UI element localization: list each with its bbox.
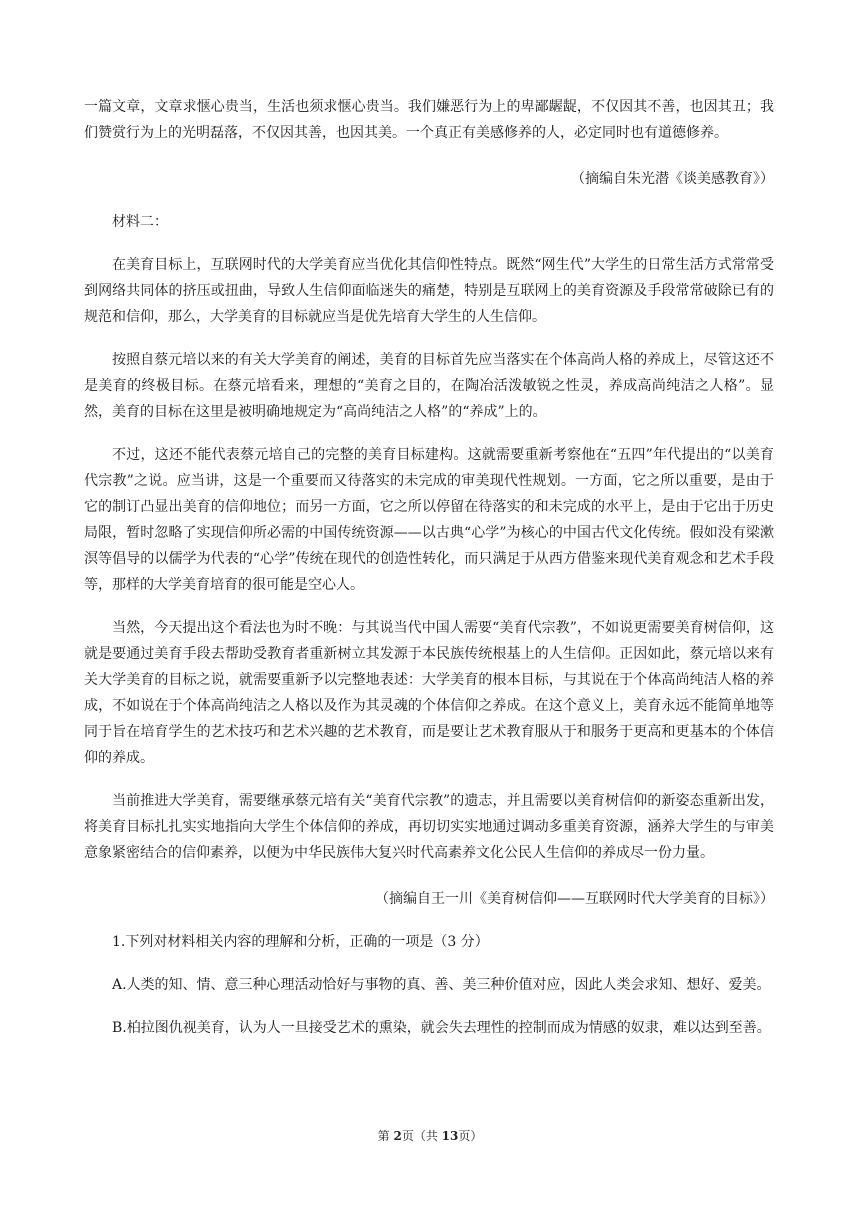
paragraph-5: 当前推进大学美育，需要继承蔡元培有关“美育代宗教”的遗志，并且需要以美育树信仰的新姿态重新出发，将美育目标扎扎实实地指向大学生个体信仰的养成，再切切实实地通过调动多重美育资源，涵养大学生的与审美意象紧密结合的信仰素养，以便为中华民族伟大复兴时代高素养文化公民人生信仰的养成尽一份力量。 <box>84 793 774 861</box>
page-footer <box>0 1127 860 1144</box>
paragraph-3: 不过，这还不能代表蔡元培自己的完整的美育目标建构。这就需要重新考察他在“五四”年代提出的“以美育代宗教”之说。应当讲，这是一个重要而又待落实的未完成的审美现代性规划。一方面，它之所以重要，是由于它的制订凸显出美育的信仰地位；而另一方面，它之所以停留在待落实的和未完成的水平上，是由于它出于历史局限，暂时忽略了实现信仰所必需的中国传统资源——以古典“心学”为核心的中国古代文化传统。假如没有梁漱溟等倡导的以儒学为代表的“心学”传统在现代的创造性转化，而只满足于从西方借鉴来现代美育观念和艺术手段等，那样的大学美育培育的很可能是空心人。 <box>84 447 774 593</box>
paragraph-1: 在美育目标上，互联网时代的大学美育应当优化其信仰性特点。既然“网生代”大学生的日常生活方式常常受到网络共同体的挤压或扭曲，导致人生信仰面临迷失的痛楚，特别是互联网上的美育资源及手段常常破除已有的规范和信仰，那么，大学美育的目标就应当是优先培育大学生的人生信仰。 <box>84 257 774 325</box>
source-citation-1: （摘编自朱光潜《谈美感教育》） <box>571 171 774 187</box>
paragraph-continuation: 一篇文章，文章求惬心贵当，生活也须求惬心贵当。我们嫌恶行为上的卑鄙龌龊，不仅因其不善，也因其丑；我们赞赏行为上的光明磊落，不仅因其善，也因其美。一个真正有美感修养的人，必定同时也有道德修养。 <box>84 99 774 141</box>
option-a: A.人类的知、情、意三种心理活动恰好与事物的真、善、美三种价值对应，因此人类会求知、想好、爱美。 <box>112 977 771 993</box>
footer-suffix: 页） <box>458 1129 483 1143</box>
source-citation-2: （摘编自王一川《美育树信仰——互联网时代大学美育的目标》） <box>375 891 774 907</box>
document-body <box>84 94 774 1041</box>
footer-middle: 页（共 <box>401 1129 442 1143</box>
paragraph-2: 按照自蔡元培以来的有关大学美育的阐述，美育的目标首先应当落实在个体高尚人格的养成上，尽管这还不是美育的终极目标。在蔡元培看来，理想的“美育之目的，在陶冶活泼敏锐之性灵，养成高尚纯洁之人格”。显然，美育的目标在这里是被明确地规定为“高尚纯洁之人格”的“养成”上的。 <box>84 352 774 420</box>
option-b: B.柏拉图仇视美育，认为人一旦接受艺术的熏染，就会失去理性的控制而成为情感的奴隶，难以达到至善。 <box>112 1020 771 1036</box>
question-1: 1.下列对材料相关内容的理解和分析，正确的一项是（3 分） <box>112 934 489 950</box>
footer-page-number: 2 <box>393 1129 402 1143</box>
footer-prefix: 第 <box>377 1129 394 1143</box>
footer-total-pages: 13 <box>441 1129 459 1143</box>
paragraph-4: 当然，今天提出这个看法也为时不晚：与其说当代中国人需要“美育代宗教”，不如说更需要美育树信仰，这就是要通过美育手段去帮助受教育者重新树立其发源于本民族传统根基上的人生信仰。正因如此，蔡元培以来有关大学美育的目标之说，就需要重新予以完整地表述：大学美育的根本目标，与其说在于个体高尚纯洁人格的养成，不如说在于个体高尚纯洁之人格以及作为其灵魂的个体信仰之养成。在这个意义上，美育永远不能简单地等同于旨在培育学生的艺术技巧和艺术兴趣的艺术教育，而是要让艺术教育服从于和服务于更高和更基本的个体信仰的养成。 <box>84 620 774 766</box>
material-two-heading: 材料二： <box>112 214 168 230</box>
